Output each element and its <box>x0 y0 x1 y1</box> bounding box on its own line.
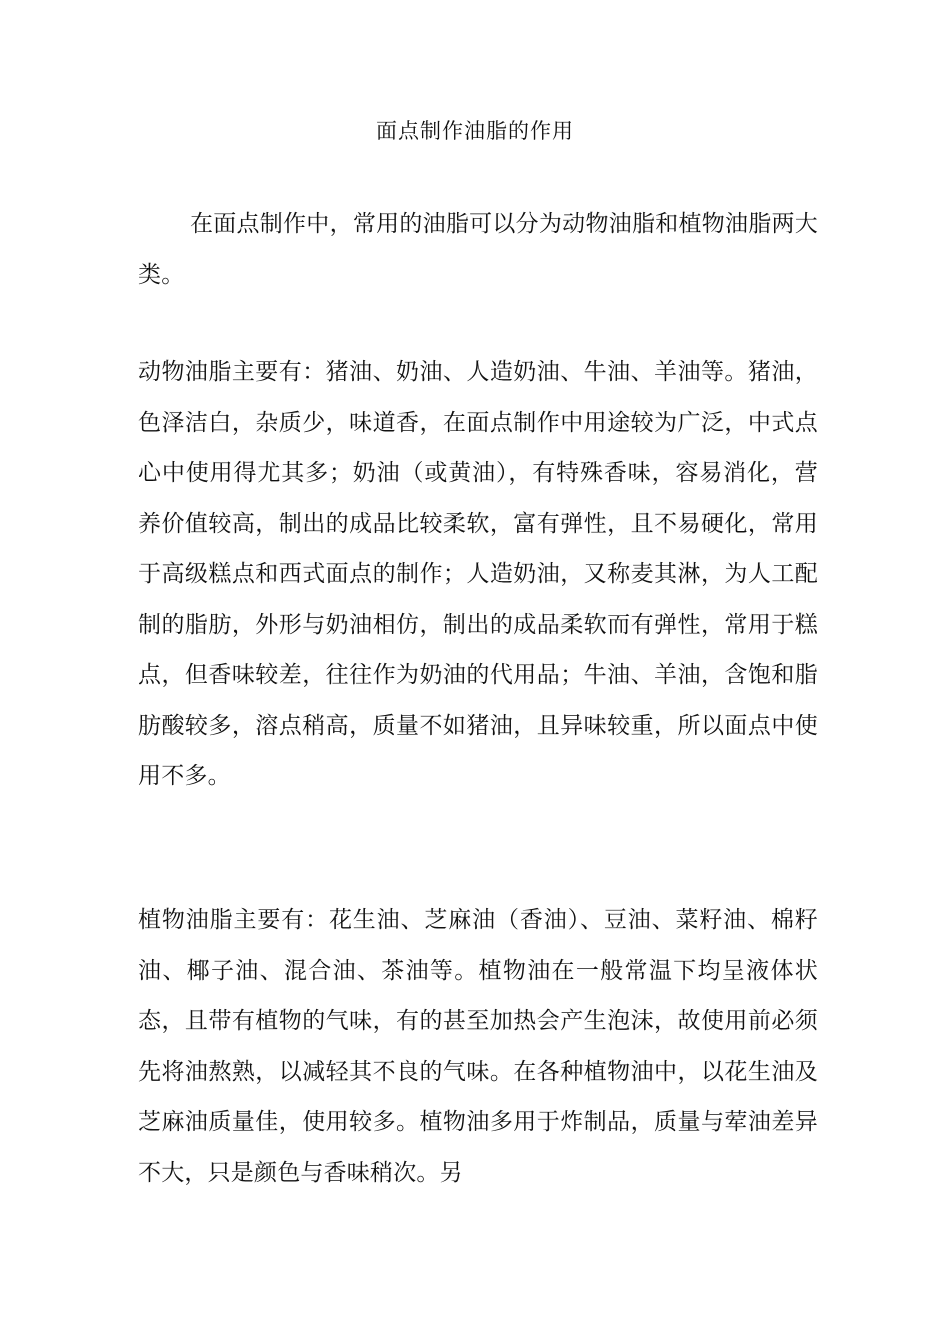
document-title: 面点制作油脂的作用 <box>376 119 574 143</box>
paragraph-plant-fats: 植物油脂主要有：花生油、芝麻油（香油）、豆油、菜籽油、棉籽油、椰子油、混合油、茶油等。植物油在一般常温下均呈液体状态，且带有植物的气味，有的甚至加热会产生泡沫，故使用前必须先将油熬熟，以减轻其不良的气味。在各种植物油中，以花生油及芝麻油质量佳，使用较多。植物油多用于炸制品，质量与荤油差异不大，只是颜色与香味稍次。另 <box>138 907 818 1186</box>
paragraph-intro: 在面点制作中，常用的油脂可以分为动物油脂和植物油脂两大类。 <box>138 211 818 288</box>
paragraph-animal-fats: 动物油脂主要有：猪油、奶油、人造奶油、牛油、羊油等。猪油，色泽洁白，杂质少，味道香，在面点制作中用途较为广泛，中式点心中使用得尤其多；奶油（或黄油），有特殊香味，容易消化，营养价值较高，制出的成品比较柔软，富有弹性，且不易硬化，常用于高级糕点和西式面点的制作；人造奶油，又称麦其淋，为人工配制的脂肪，外形与奶油相仿，制出的成品柔软而有弹性，常用于糕点，但香味较差，往往作为奶油的代用品；牛油、羊油，含饱和脂肪酸较多，溶点稍高，质量不如猪油，且异味较重，所以面点中使用不多。 <box>138 359 818 789</box>
